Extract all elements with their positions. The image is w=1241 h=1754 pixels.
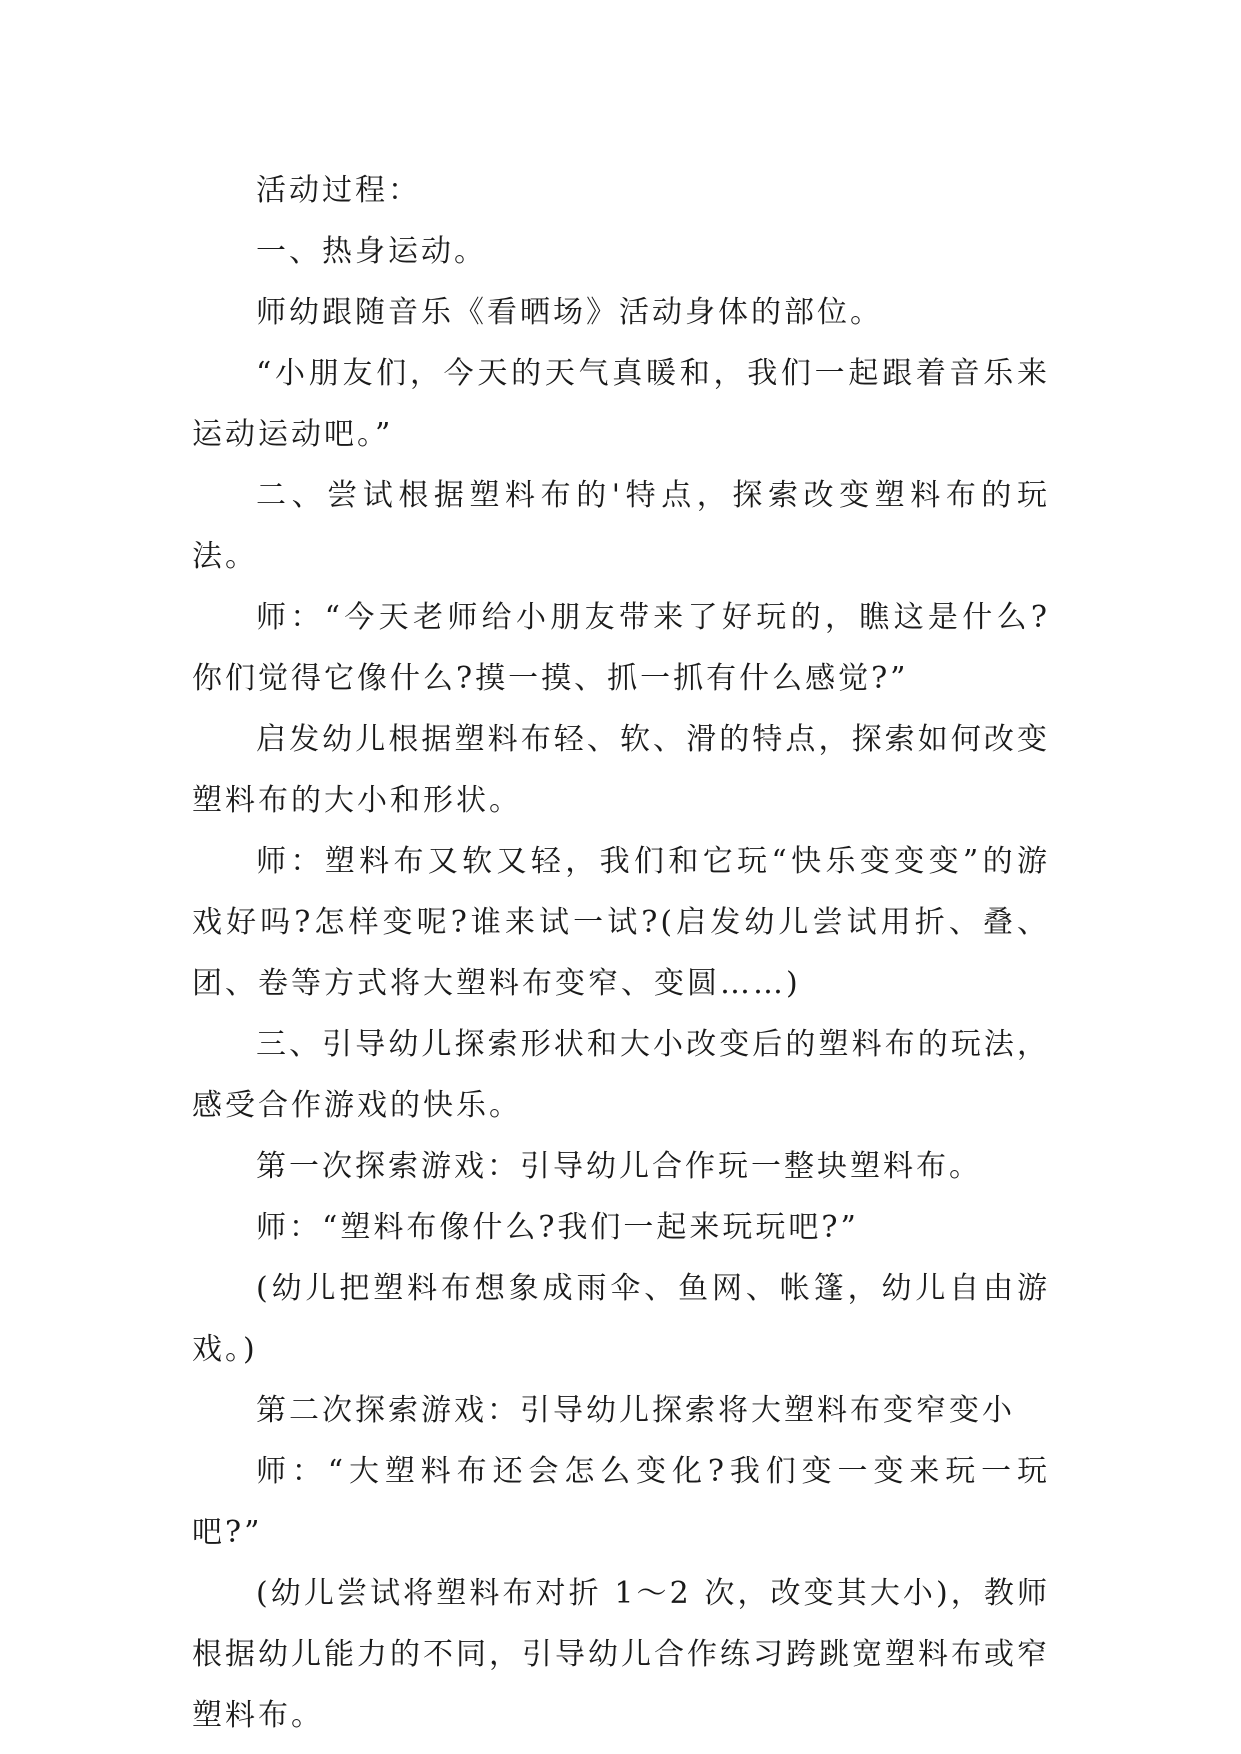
document-body: [192, 160, 1050, 1746]
paragraph-teacher-dialogue: 师：“今天老师给小朋友带来了好玩的，瞧这是什么?你们觉得它像什么?摸一摸、抓一抓有什么感觉?”: [192, 600, 1050, 696]
step-heading-explore: 二、尝试根据塑料布的'特点，探索改变塑料布的玩法。: [192, 478, 1050, 574]
section-heading-activity-process: 活动过程：: [256, 173, 421, 208]
paragraph-first-game: 第一次探索游戏：引导幼儿合作玩一整块塑料布。: [256, 1149, 982, 1184]
paragraph-quote: “小朋友们，今天的天气真暖和，我们一起跟着音乐来运动运动吧。”: [192, 356, 1050, 452]
step-heading-guide: 三、引导幼儿探索形状和大小改变后的塑料布的玩法，感受合作游戏的快乐。: [192, 1027, 1050, 1123]
step-heading-warmup: 一、热身运动。: [256, 234, 487, 269]
paragraph: 师幼跟随音乐《看晒场》活动身体的部位。: [256, 295, 883, 330]
paragraph-second-game: 第二次探索游戏：引导幼儿探索将大塑料布变窄变小: [256, 1393, 1015, 1428]
paragraph-teacher-dialogue: 师：“大塑料布还会怎么变化?我们变一变来玩一玩吧?”: [192, 1454, 1050, 1550]
paragraph-note: (幼儿尝试将塑料布对折 1～2 次，改变其大小)，教师根据幼儿能力的不同，引导幼儿合作练习跨跳宽塑料布或窄塑料布。: [192, 1576, 1050, 1733]
paragraph: 启发幼儿根据塑料布轻、软、滑的特点，探索如何改变塑料布的大小和形状。: [192, 722, 1050, 818]
paragraph-teacher-dialogue: 师：“塑料布像什么?我们一起来玩玩吧?”: [256, 1210, 859, 1245]
paragraph-teacher-dialogue: 师：塑料布又软又轻，我们和它玩“快乐变变变”的游戏好吗?怎样变呢?谁来试一试?(启发幼儿尝试用折、叠、团、卷等方式将大塑料布变窄、变圆……): [192, 844, 1050, 1001]
paragraph-note: (幼儿把塑料布想象成雨伞、鱼网、帐篷，幼儿自由游戏。): [192, 1271, 1050, 1367]
